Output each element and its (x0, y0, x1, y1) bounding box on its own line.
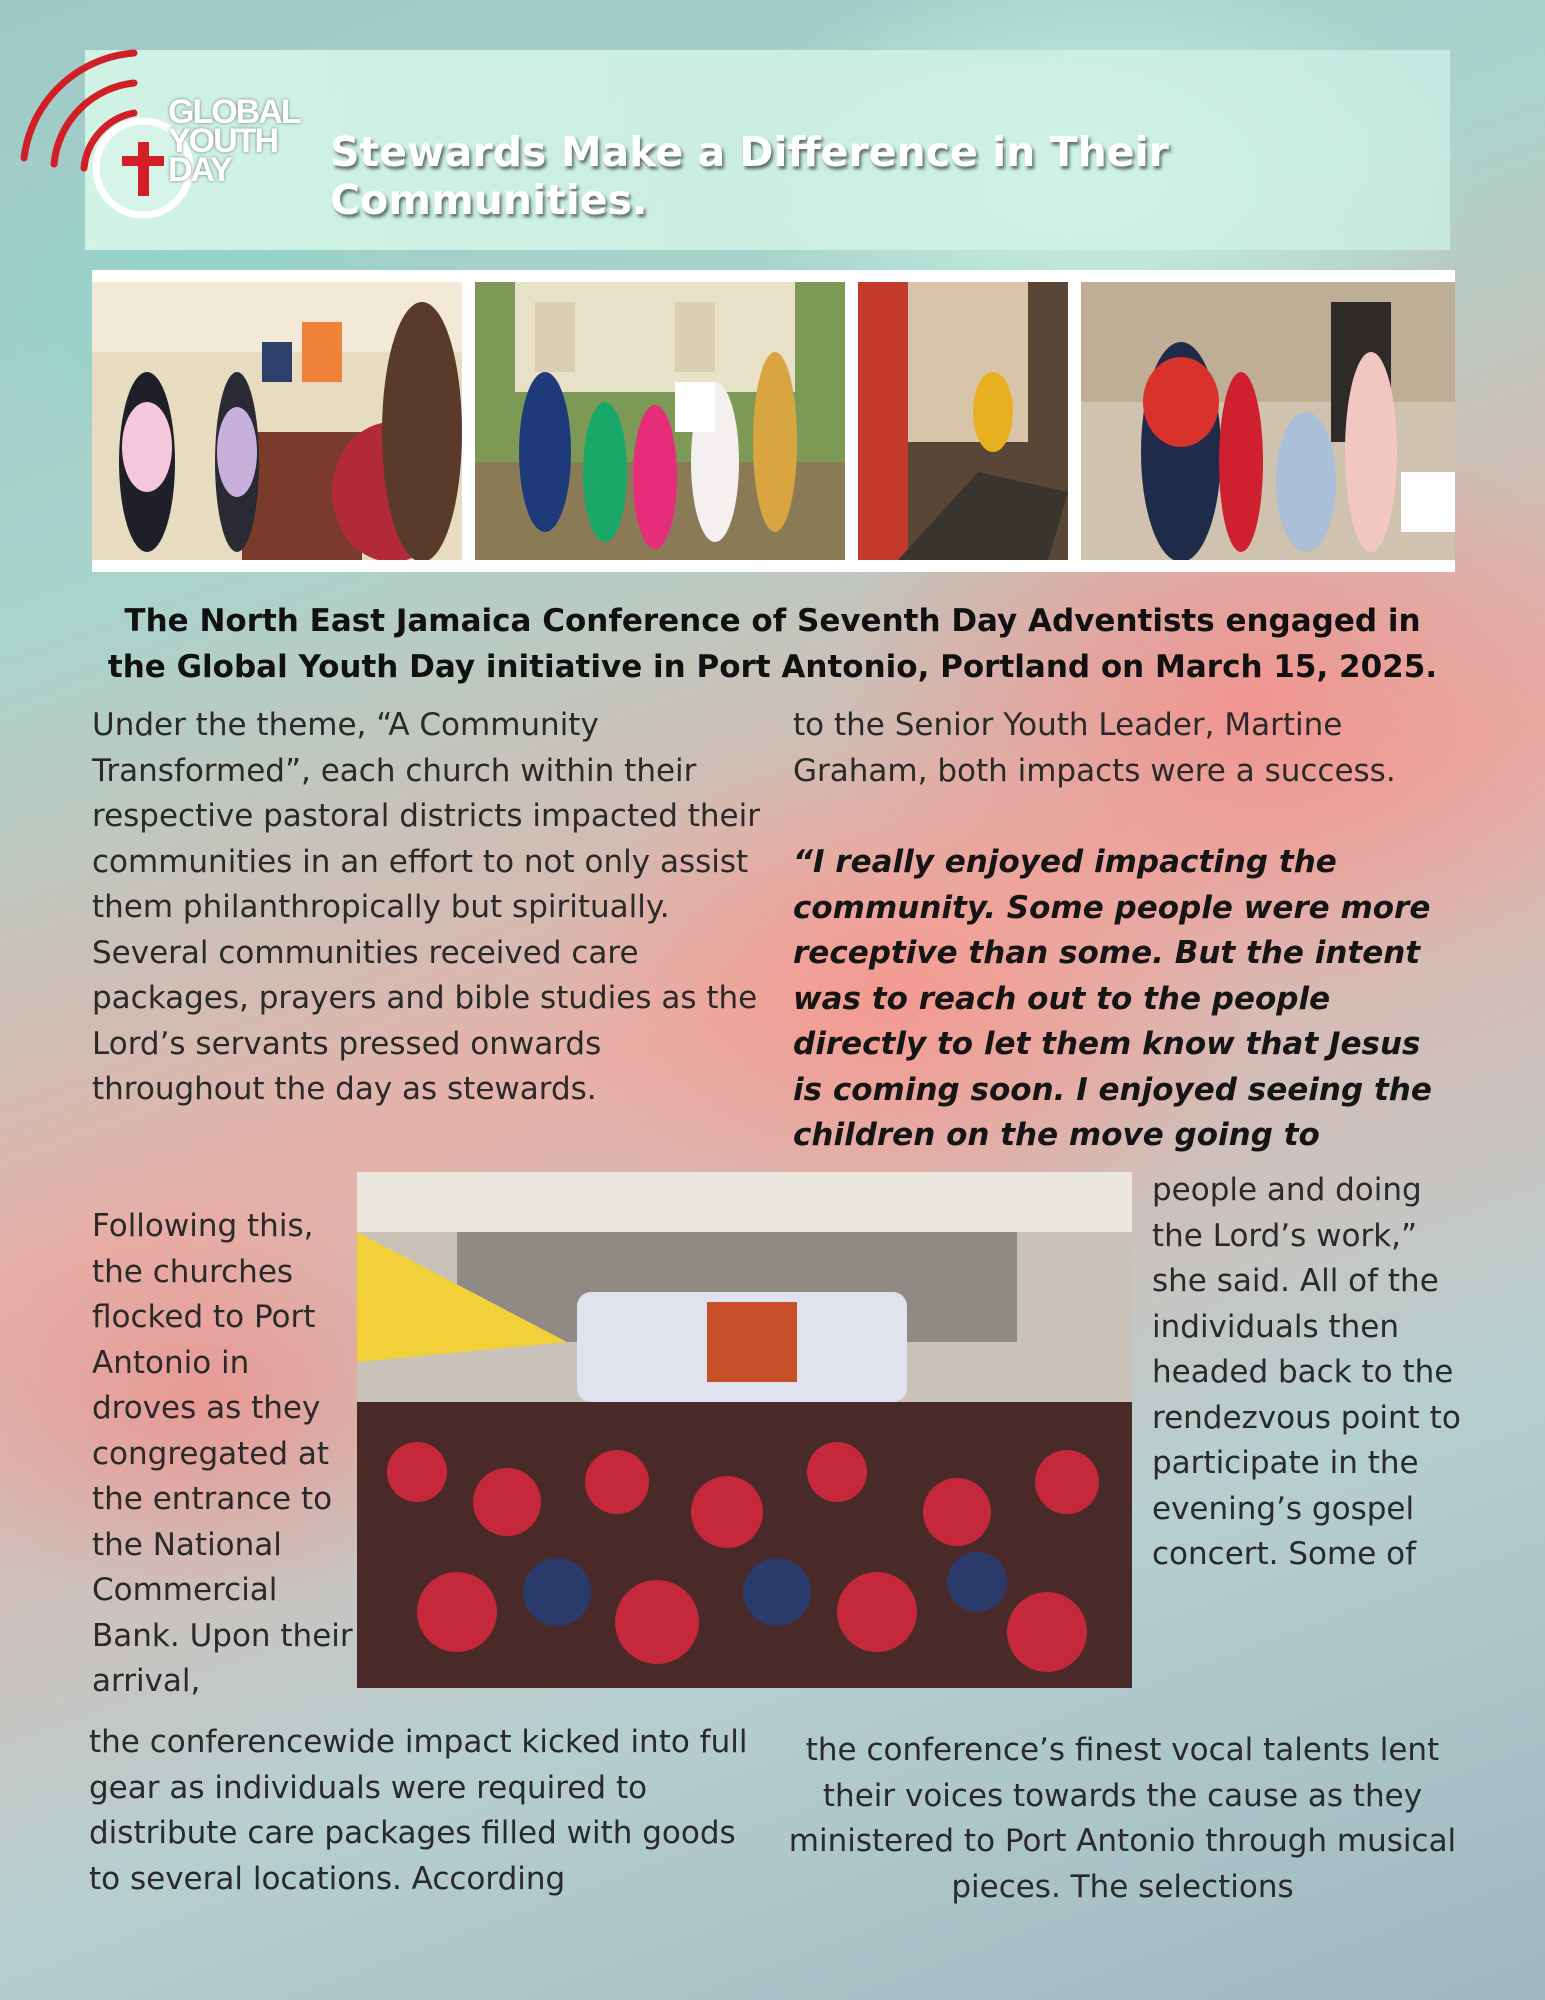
photo-office-visit (92, 282, 462, 560)
logo-wordmark (168, 93, 308, 189)
logo-word-global: GLOBAL (168, 93, 300, 131)
photo-home-visit (1081, 282, 1455, 560)
col2-paragraph-3: the conference’s finest vocal talents lent their voices towards the cause as they ministered to Port Antonio through musical pieces. The selections (788, 1732, 1457, 1905)
logo-word-day: DAY (168, 151, 231, 189)
col2-paragraph-1: to the Senior Youth Leader, Martine Graham, both impacts were a success. (793, 707, 1396, 789)
photo-strip (92, 270, 1455, 572)
col2-paragraph-2: people and doing the Lord’s work,” she said. All of the individuals then headed back to the rendezvous point to participate in the evening’s gospel concert. Some of (1152, 1172, 1461, 1572)
logo-word-youth: YOUTH (168, 122, 277, 160)
page-headline: Stewards Make a Difference in Their Communities. (330, 128, 1169, 224)
photo-doorway (858, 282, 1068, 560)
photo-crowd (357, 1172, 1132, 1688)
lead-paragraph: The North East Jamaica Conference of Seventh Day Adventists engaged in the Global Youth Day initiative in Port Antonio, Portland on March 15, 2025. (107, 603, 1438, 685)
col1-paragraph-1: Under the theme, “A Community Transformed”, each church within their respective pastoral districts impacted their communities in an effort to not only assist them philanthropically but spiritually. Several communities received care packages, prayers and bible studies as the Lord’s servants pressed onwards throughout the day as stewards. (92, 707, 760, 1107)
photo-children-packages (475, 282, 845, 560)
global-youth-day-logo (18, 48, 308, 228)
col1-paragraph-3: the conferencewide impact kicked into full gear as individuals were required to distribute care packages filled with goods to several locations. According (89, 1724, 748, 1897)
col1-paragraph-2: Following this, the churches flocked to Port Antonio in droves as they congregated at the entrance to the National Commercial Bank. Upon their arrival, (92, 1208, 353, 1699)
youth-leader-quote: “I really enjoyed impacting the community. Some people were more receptive than some. But the intent was to reach out to the people directly to let them know that Jesus is coming soon. I enjoyed seeing the children on the move going to (793, 844, 1432, 1153)
